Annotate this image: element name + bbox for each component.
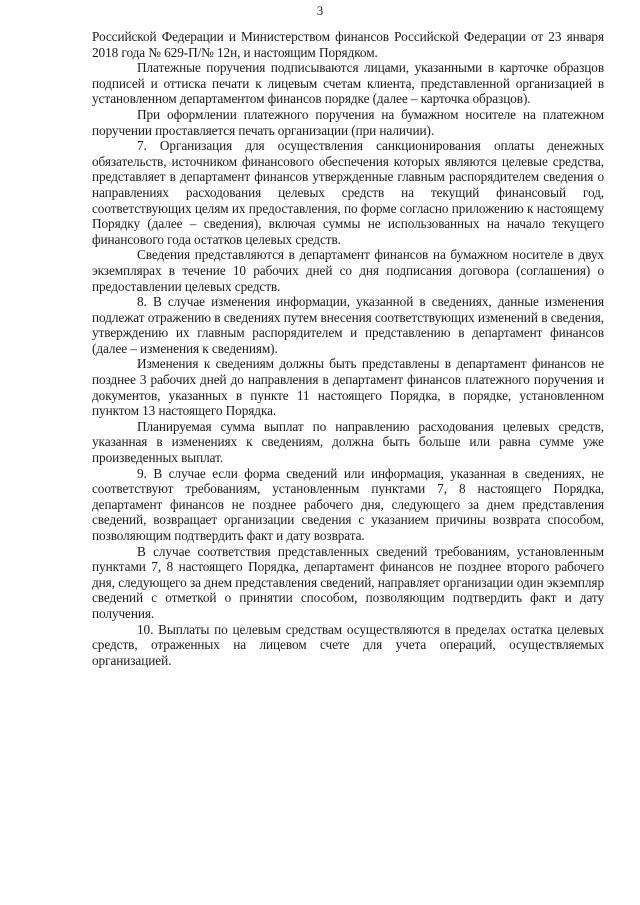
paragraph-payment-orders-signatures: Платежные поручения подписываются лицами, указанными в карточке образцов подписей и оттиска печати к лицевым счетам клиента, представленной организацией в установленном департаментом финансов порядке (далее – карточка образцов).	[92, 60, 604, 107]
document-body	[92, 29, 604, 668]
paragraph-information-submission: Сведения представляются в департамент финансов на бумажном носителе в двух экземплярах в течение 10 рабочих дней со дня подписания договора (соглашения) о предоставлении целевых средств.	[92, 247, 604, 294]
paragraph-changes-deadline: Изменения к сведениям должны быть представлены в департамент финансов не позднее 3 рабочих дней до направления в департамент финансов платежного поручения и документов, указанных в пункте 11 настоящего Порядка, в порядке, установленном пунктом 13 настоящего Порядка.	[92, 356, 604, 419]
page-number: 3	[316, 4, 324, 18]
paragraph-payment-order-seal: При оформлении платежного поручения на бумажном носителе на платежном поручении проставляется печать организации (при наличии).	[92, 106, 604, 138]
paragraph-continuation: Российской Федерации и Министерством финансов Российской Федерации от 23 января 2018 года № 629-П/№ 12н, и настоящим Порядком.	[92, 29, 604, 60]
paragraph-item-8: 8. В случае изменения информации, указанной в сведениях, данные изменения подлежат отражению в сведениях путем внесения соответствующих изменений в сведения, утверждению их главным распорядителем и представлению в департамент финансов (далее – изменения к сведениям).	[92, 294, 604, 356]
paragraph-compliance: В случае соответствия представленных сведений требованиям, установленным пунктами 7, 8 настоящего Порядка, департамент финансов не позднее второго рабочего дня, следующего за днем представления сведений, направляет организации один экземпляр сведений с отметкой о принятии способом, позволяющим подтвердить факт и дату получения.	[92, 543, 604, 621]
paragraph-item-10: 10. Выплаты по целевым средствам осуществляются в пределах остатка целевых средств, отраженных на лицевом счете для учета операций, осуществляемых организацией.	[92, 621, 604, 668]
paragraph-planned-amount: Планируемая сумма выплат по направлению расходования целевых средств, указанная в изменениях к сведениям, должна быть больше или равна сумме уже произведенных выплат.	[92, 418, 604, 466]
paragraph-item-9: 9. В случае если форма сведений или информация, указанная в сведениях, не соответствуют требованиям, установленным пунктами 7, 8 настоящего Порядка, департамент финансов не позднее рабочего дня, следующего за днем представления сведений, возвращает организации сведения с указанием причины возврата способом, позволяющим подтвердить факт и дату возврата.	[92, 465, 604, 543]
paragraph-item-7: 7. Организация для осуществления санкционирования оплаты денежных обязательств, источником финансового обеспечения которых являются целевые средства, представляет в департамент финансов утвержденные главным распорядителем сведения о направлениях расходования целевых средств на текущий финансовый год, соответствующих целям их предоставления, по форме согласно приложению к настоящему Порядку (далее – сведения), включая суммы не использованных на начало текущего финансового года остатков целевых средств.	[92, 138, 604, 247]
